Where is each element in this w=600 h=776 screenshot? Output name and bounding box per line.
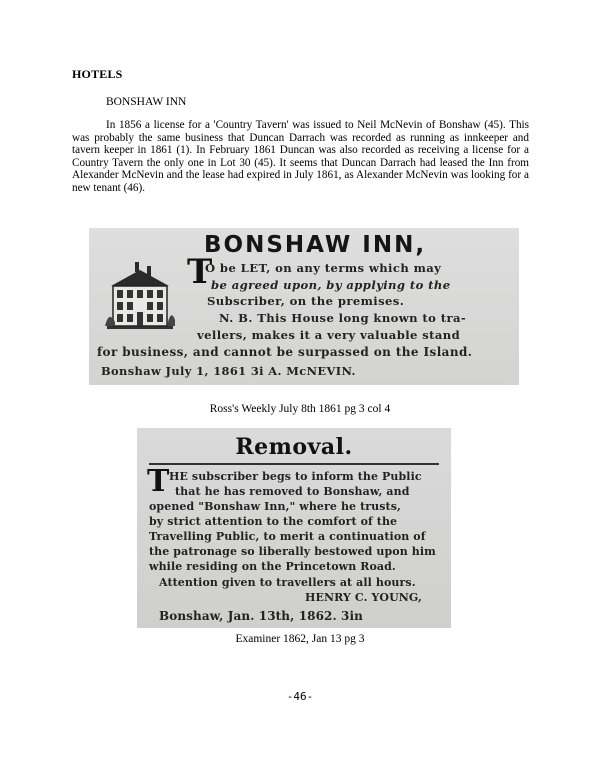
newspaper-clipping-bonshaw-inn xyxy=(89,228,519,385)
drop-cap: T xyxy=(147,464,170,499)
clipping-caption: Ross's Weekly July 8th 1861 pg 3 col 4 xyxy=(209,403,391,415)
title-rule xyxy=(149,463,439,465)
clipping-signature-line: Bonshaw July 1, 1861 3i A. McNEVIN. xyxy=(101,364,356,378)
clipping-line: while residing on the Princetown Road. xyxy=(149,560,396,573)
clipping-signature: HENRY C. YOUNG, xyxy=(305,591,422,604)
clipping-line: O be LET, on any terms which may xyxy=(205,261,442,275)
clipping-line: Subscriber, on the premises. xyxy=(207,294,405,308)
clipping-line: Attention given to travellers at all hours. xyxy=(159,576,416,589)
clipping-line: Travelling Public, to merit a continuation of xyxy=(149,530,426,543)
clipping-title: BONSHAW INN, xyxy=(204,232,427,258)
clipping-line: N. B. This House long known to tra- xyxy=(219,311,467,325)
clipping-line: that he has removed to Bonshaw, and xyxy=(175,485,410,498)
clipping-dateline: Bonshaw, Jan. 13th, 1862. 3in xyxy=(159,609,363,623)
clipping-line: HE subscriber begs to inform the Public xyxy=(169,470,422,483)
subsection-heading: BONSHAW INN xyxy=(106,96,187,108)
drop-cap: T xyxy=(187,252,213,292)
clipping-caption: Examiner 1862, Jan 13 pg 3 xyxy=(235,633,365,645)
clipping-line: by strict attention to the comfort of the xyxy=(149,515,398,528)
body-paragraph: In 1856 a license for a 'Country Tavern' was issued to Neil McNevin of Bonshaw (45). This was probably the same business that Duncan Darrach was recorded as running as innkeeper and tavern keeper in 1861 (1). In February 1861 Duncan was also recorded as receiving a license for a Country Tavern the only one in Lot 30 (45). It seems that Duncan Darrach had leased the Inn from Alexander McNevin and the lease had expired in July 1861, as Alexander McNevin was looking for a new tenant (46). xyxy=(72,119,529,194)
clipping-line: be agreed upon, by applying to the xyxy=(211,278,451,292)
clipping-title: Removal. xyxy=(235,434,353,460)
clipping-line: opened "Bonshaw Inn," where he trusts, xyxy=(149,500,401,513)
clipping-line: the patronage so liberally bestowed upon him xyxy=(149,545,436,558)
house-engraving-icon xyxy=(105,260,175,332)
clipping-line: vellers, makes it a very valuable stand xyxy=(197,328,461,342)
section-heading: HOTELS xyxy=(72,67,123,81)
clipping-line: for business, and cannot be surpassed on the Island. xyxy=(97,345,473,359)
page-number: -46- xyxy=(286,690,314,703)
newspaper-clipping-removal xyxy=(137,428,451,628)
